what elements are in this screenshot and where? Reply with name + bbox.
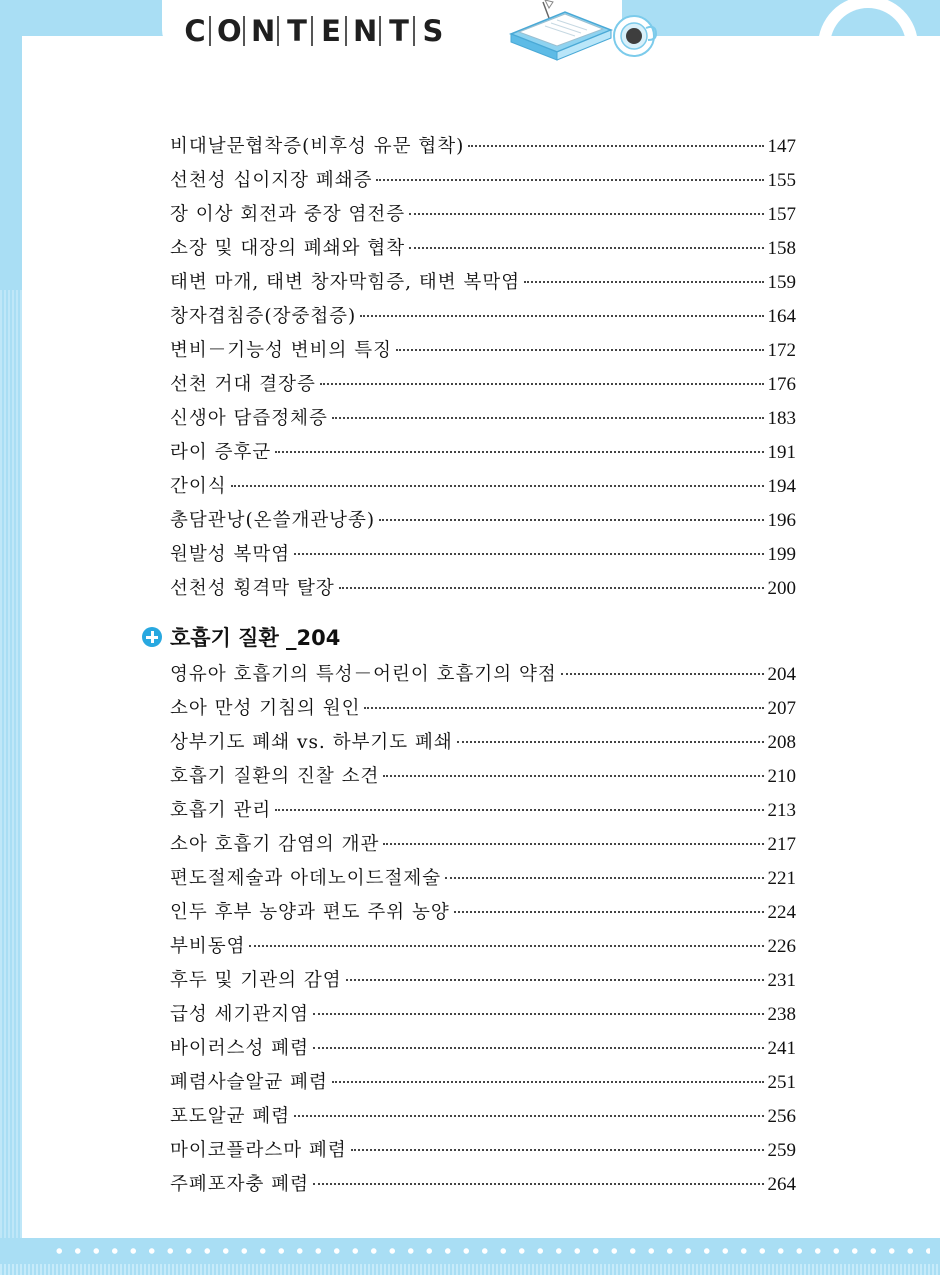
toc-entry[interactable] <box>170 438 796 468</box>
toc-entry[interactable] <box>170 574 796 604</box>
toc-entry[interactable] <box>170 200 796 230</box>
toc-page-number: 264 <box>767 1174 796 1195</box>
toc-leader-dots <box>561 673 764 675</box>
toc-leader-dots <box>468 145 763 147</box>
toc-page-number: 256 <box>767 1106 796 1127</box>
toc-leader-dots <box>457 741 764 743</box>
toc-entry[interactable] <box>170 540 796 570</box>
title-letter: T <box>387 16 415 46</box>
toc-leader-dots <box>351 1149 764 1151</box>
toc-leader-dots <box>346 979 764 981</box>
toc-page-number: 208 <box>767 732 796 753</box>
toc-page-number: 241 <box>767 1038 796 1059</box>
toc-page-number: 176 <box>767 374 796 395</box>
toc-page-number: 183 <box>767 408 796 429</box>
toc-entry-title: 선천성 십이지장 폐쇄증 <box>170 170 373 191</box>
toc-entry-title: 주폐포자충 폐렴 <box>170 1174 309 1195</box>
toc-entry-title: 창자겹침증(장중첩증) <box>170 306 357 327</box>
toc-leader-dots <box>339 587 764 589</box>
toc-leader-dots <box>454 911 764 913</box>
title-letter: S <box>422 14 446 48</box>
toc-page-number: 226 <box>767 936 796 957</box>
toc-leader-dots <box>231 485 764 487</box>
toc-entry[interactable] <box>170 404 796 434</box>
toc-leader-dots <box>294 1115 763 1117</box>
toc-leader-dots <box>313 1013 764 1015</box>
toc-leader-dots <box>275 451 763 453</box>
toc-entry[interactable] <box>170 1068 796 1098</box>
toc-page-number: 157 <box>767 204 796 225</box>
toc-entry-title: 마이코플라스마 폐렴 <box>170 1140 347 1161</box>
contents-title <box>183 14 453 48</box>
toc-leader-dots <box>294 553 763 555</box>
toc-leader-dots <box>379 519 763 521</box>
toc-entry[interactable] <box>170 694 796 724</box>
toc-leader-dots <box>445 877 763 879</box>
toc-leader-dots <box>376 179 763 181</box>
toc-page-number: 164 <box>767 306 796 327</box>
bottom-dot-pattern <box>50 1246 930 1256</box>
toc-page-number: 213 <box>767 800 796 821</box>
toc-leader-dots <box>409 247 763 249</box>
toc-entry[interactable] <box>170 660 796 690</box>
title-letter: T <box>285 16 313 46</box>
toc-page-number: 200 <box>767 578 796 599</box>
toc-page-number: 259 <box>767 1140 796 1161</box>
toc-entry-title: 소장 및 대장의 폐쇄와 협착 <box>170 238 406 259</box>
toc-entry[interactable] <box>170 932 796 962</box>
toc-page-number: 158 <box>767 238 796 259</box>
toc-entry[interactable] <box>170 370 796 400</box>
toc-entry-title: 태변 마개, 태변 창자막힘증, 태변 복막염 <box>170 272 521 293</box>
title-letter: E <box>319 16 347 46</box>
toc-entry[interactable] <box>170 830 796 860</box>
toc-leader-dots <box>313 1047 764 1049</box>
section-heading-text: 호흡기 질환 _204 <box>170 626 341 650</box>
toc-entry[interactable] <box>170 132 796 162</box>
toc-leader-dots <box>332 1081 764 1083</box>
title-letter: N <box>251 14 278 48</box>
toc-page-number: 207 <box>767 698 796 719</box>
toc-entry[interactable] <box>170 472 796 502</box>
toc-entry-title: 총담관낭(온쓸개관낭종) <box>170 510 376 531</box>
toc-leader-dots <box>409 213 763 215</box>
toc-entry-title: 폐렴사슬알균 폐렴 <box>170 1072 328 1093</box>
toc-entry[interactable] <box>170 1136 796 1166</box>
toc-entry-title: 장 이상 회전과 중장 염전증 <box>170 204 406 225</box>
toc-entry-title: 호흡기 질환의 진찰 소견 <box>170 766 380 787</box>
toc-entry-title: 호흡기 관리 <box>170 800 272 821</box>
coffee-cup-icon <box>612 14 660 58</box>
toc-leader-dots <box>383 843 763 845</box>
toc-leader-dots <box>364 707 763 709</box>
toc-leader-dots <box>524 281 763 283</box>
toc-entry-title: 소아 만성 기침의 원인 <box>170 698 361 719</box>
toc-leader-dots <box>320 383 764 385</box>
toc-entry-title: 인두 후부 농양과 편도 주위 농양 <box>170 902 450 923</box>
toc-entry[interactable] <box>170 1000 796 1030</box>
toc-entry-title: 영유아 호흡기의 특성－어린이 호흡기의 약점 <box>170 664 557 685</box>
toc-leader-dots <box>332 417 764 419</box>
toc-entry-title: 포도알균 폐렴 <box>170 1106 291 1127</box>
toc-page-number: 231 <box>767 970 796 991</box>
toc-leader-dots <box>360 315 763 317</box>
title-letter: C <box>183 16 211 46</box>
title-letter: N <box>353 14 380 48</box>
section-heading-respiratory[interactable] <box>142 622 340 652</box>
toc-page-number: 155 <box>767 170 796 191</box>
toc-entry-title: 상부기도 폐쇄 vs. 하부기도 폐쇄 <box>170 732 453 753</box>
toc-entry-title: 바이러스성 폐렴 <box>170 1038 309 1059</box>
toc-page-number: 224 <box>767 902 796 923</box>
toc-page-number: 217 <box>767 834 796 855</box>
toc-entry-title: 간이식 <box>170 476 227 497</box>
toc-entry-title: 후두 및 기관의 감염 <box>170 970 342 991</box>
toc-page-number: 159 <box>767 272 796 293</box>
toc-entry[interactable] <box>170 898 796 928</box>
toc-entry-title: 부비동염 <box>170 936 246 957</box>
toc-entry-title: 편도절제술과 아데노이드절제술 <box>170 868 442 889</box>
toc-page-number: 147 <box>767 136 796 157</box>
toc-entry[interactable] <box>170 268 796 298</box>
toc-page-number: 251 <box>767 1072 796 1093</box>
toc-entry-title: 신생아 담즙정체증 <box>170 408 328 429</box>
toc-entry[interactable] <box>170 762 796 792</box>
toc-entry[interactable] <box>170 1170 796 1200</box>
toc-entry[interactable] <box>170 302 796 332</box>
bottom-frame-stripes <box>0 1264 940 1275</box>
toc-entry-title: 소아 호흡기 감염의 개관 <box>170 834 380 855</box>
toc-entry-title: 변비－기능성 변비의 특징 <box>170 340 392 361</box>
toc-leader-dots <box>249 945 763 947</box>
toc-leader-dots <box>313 1183 764 1185</box>
title-letter: O <box>217 14 244 48</box>
toc-page-number: 172 <box>767 340 796 361</box>
toc-leader-dots <box>383 775 763 777</box>
toc-page-number: 194 <box>767 476 796 497</box>
toc-entry[interactable] <box>170 728 796 758</box>
toc-entry-title: 비대날문협착증(비후성 유문 협착) <box>170 136 465 157</box>
toc-entry-title: 라이 증후군 <box>170 442 272 463</box>
toc-entry-title: 선천성 횡격막 탈장 <box>170 578 335 599</box>
toc-page-number: 191 <box>767 442 796 463</box>
toc-entry[interactable] <box>170 166 796 196</box>
left-frame-stripes <box>0 290 22 1275</box>
toc-entry[interactable] <box>170 1102 796 1132</box>
plus-circle-icon <box>142 627 162 647</box>
toc-entry[interactable] <box>170 796 796 826</box>
toc-page-number: 204 <box>767 664 796 685</box>
toc-entry-title: 급성 세기관지염 <box>170 1004 309 1025</box>
toc-page-number: 210 <box>767 766 796 787</box>
book-icon <box>505 0 615 62</box>
toc-entry[interactable] <box>170 336 796 366</box>
toc-page-number: 238 <box>767 1004 796 1025</box>
toc-entry-title: 원발성 복막염 <box>170 544 291 565</box>
toc-leader-dots <box>396 349 764 351</box>
toc-entry[interactable] <box>170 234 796 264</box>
toc-entry[interactable] <box>170 506 796 536</box>
toc-entry[interactable] <box>170 864 796 894</box>
toc-entry[interactable] <box>170 1034 796 1064</box>
toc-page-number: 221 <box>767 868 796 889</box>
toc-entry[interactable] <box>170 966 796 996</box>
toc-page-number: 196 <box>767 510 796 531</box>
decorative-arc <box>818 0 918 66</box>
toc-entry-title: 선천 거대 결장증 <box>170 374 316 395</box>
toc-page-number: 199 <box>767 544 796 565</box>
toc-leader-dots <box>275 809 763 811</box>
